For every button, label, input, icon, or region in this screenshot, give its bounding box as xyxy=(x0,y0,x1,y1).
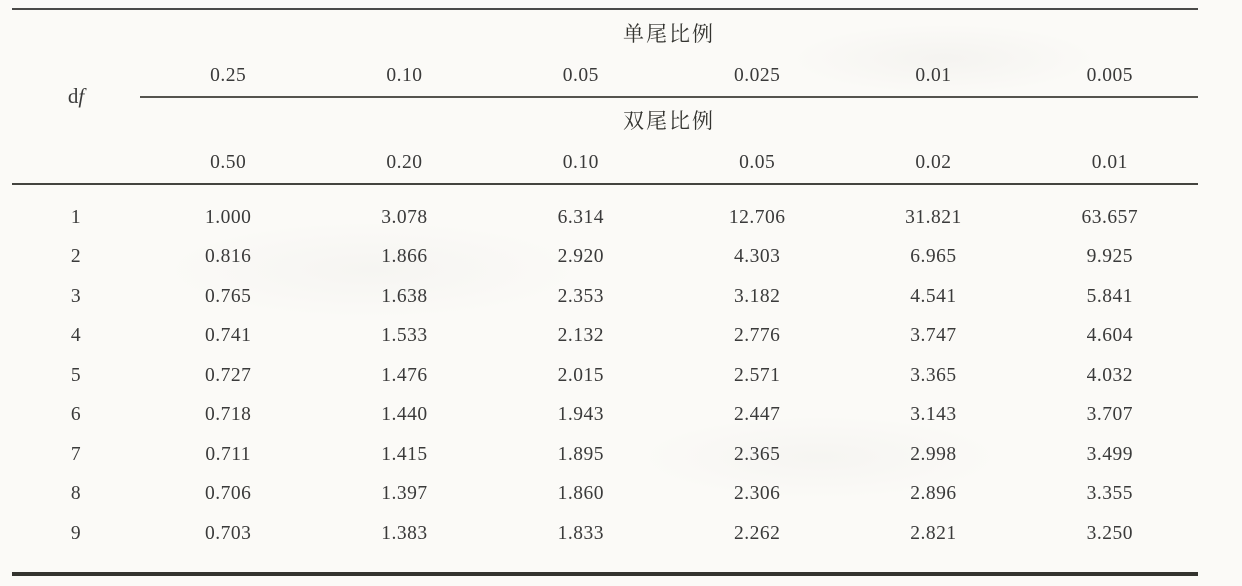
one-tail-value: 0.01 xyxy=(915,65,952,86)
df-value: 9 xyxy=(70,522,82,544)
t-value: 0.816 xyxy=(204,246,252,268)
df-value: 3 xyxy=(70,285,82,307)
t-value: 3.499 xyxy=(1086,443,1133,465)
df-value: 4 xyxy=(70,325,82,347)
t-value: 63.657 xyxy=(1081,206,1139,228)
t-value: 2.365 xyxy=(733,443,781,465)
table-row xyxy=(12,435,1198,475)
t-value: 3.365 xyxy=(910,364,957,386)
t-value: 4.604 xyxy=(1086,325,1133,347)
table-row xyxy=(12,317,1198,357)
t-value: 3.078 xyxy=(381,206,428,228)
two-tail-value: 0.10 xyxy=(562,151,599,173)
table-header xyxy=(12,10,1198,183)
t-value: 31.821 xyxy=(905,206,962,228)
t-value: 3.747 xyxy=(910,325,957,347)
t-value: 2.262 xyxy=(733,522,781,544)
t-value: 4.541 xyxy=(910,285,957,307)
one-tail-values-row xyxy=(140,56,1198,96)
df-value: 6 xyxy=(70,404,82,426)
one-tail-value: 0.25 xyxy=(210,65,247,86)
t-value: 4.303 xyxy=(733,246,781,268)
df-value: 8 xyxy=(70,483,82,505)
one-tail-value: 0.005 xyxy=(1086,65,1133,86)
t-value: 1.533 xyxy=(381,325,428,347)
one-tail-title: 单尾比例 xyxy=(623,22,715,46)
t-value: 3.143 xyxy=(910,404,957,426)
t-value: 1.383 xyxy=(381,522,428,544)
two-tail-value: 0.50 xyxy=(210,151,247,173)
t-value: 0.718 xyxy=(204,404,252,426)
df-label-f: f xyxy=(78,84,85,108)
t-value: 1.415 xyxy=(381,443,428,465)
t-value: 2.447 xyxy=(733,404,781,426)
t-value: 2.998 xyxy=(910,443,957,465)
t-value: 0.741 xyxy=(204,325,252,347)
t-value: 6.314 xyxy=(557,206,604,228)
table-row xyxy=(12,198,1198,238)
t-value: 2.571 xyxy=(733,364,781,386)
t-value: 1.895 xyxy=(557,443,604,465)
table-row xyxy=(12,514,1198,554)
t-value: 6.965 xyxy=(910,246,957,268)
t-value: 2.896 xyxy=(910,483,957,505)
t-value: 1.397 xyxy=(381,483,428,505)
t-value: 1.476 xyxy=(381,364,428,386)
one-tail-value: 0.10 xyxy=(386,65,423,86)
df-column-header xyxy=(12,10,140,183)
one-tail-value: 0.025 xyxy=(733,65,781,86)
table-body xyxy=(12,185,1198,554)
t-value: 1.638 xyxy=(381,285,428,307)
t-value: 1.860 xyxy=(557,483,604,505)
t-value: 1.000 xyxy=(204,206,252,228)
t-value: 2.306 xyxy=(733,483,781,505)
df-value: 7 xyxy=(70,443,82,465)
df-value: 1 xyxy=(70,206,82,228)
two-tail-values-row xyxy=(140,142,1198,183)
df-value: 5 xyxy=(70,364,82,386)
two-tail-value: 0.20 xyxy=(386,151,423,173)
t-value: 0.706 xyxy=(204,483,252,505)
t-value: 1.833 xyxy=(557,522,604,544)
t-value: 2.776 xyxy=(733,325,781,347)
t-value: 5.841 xyxy=(1086,285,1133,307)
t-value: 0.703 xyxy=(204,522,252,544)
t-value: 3.355 xyxy=(1086,483,1133,505)
t-value: 2.132 xyxy=(557,325,604,347)
table-row xyxy=(12,356,1198,396)
table-row xyxy=(12,277,1198,317)
t-value: 9.925 xyxy=(1086,246,1133,268)
t-value: 3.250 xyxy=(1086,522,1133,544)
t-value: 4.032 xyxy=(1086,364,1133,386)
t-value: 2.821 xyxy=(910,522,957,544)
t-value: 1.943 xyxy=(557,404,604,426)
table-row xyxy=(12,396,1198,436)
t-value: 1.440 xyxy=(381,404,428,426)
t-value: 3.182 xyxy=(733,285,781,307)
t-value: 0.711 xyxy=(205,443,251,465)
two-tail-value: 0.01 xyxy=(1091,151,1128,173)
t-value: 3.707 xyxy=(1086,404,1133,426)
t-value: 2.353 xyxy=(557,285,604,307)
df-value: 2 xyxy=(70,246,82,268)
df-label-d: d xyxy=(67,84,79,108)
t-value: 12.706 xyxy=(728,206,786,228)
t-value: 2.015 xyxy=(557,364,604,386)
table-row xyxy=(12,238,1198,278)
t-value: 0.765 xyxy=(204,285,252,307)
t-distribution-table xyxy=(12,8,1198,576)
two-tail-value: 0.02 xyxy=(915,151,952,173)
one-tail-value: 0.05 xyxy=(562,65,599,86)
bottom-rule xyxy=(12,572,1198,576)
two-tail-value: 0.05 xyxy=(739,151,776,173)
t-value: 2.920 xyxy=(557,246,604,268)
table-row xyxy=(12,475,1198,515)
t-value: 1.866 xyxy=(381,246,428,268)
t-value: 0.727 xyxy=(204,364,252,386)
two-tail-title: 双尾比例 xyxy=(140,96,1198,142)
